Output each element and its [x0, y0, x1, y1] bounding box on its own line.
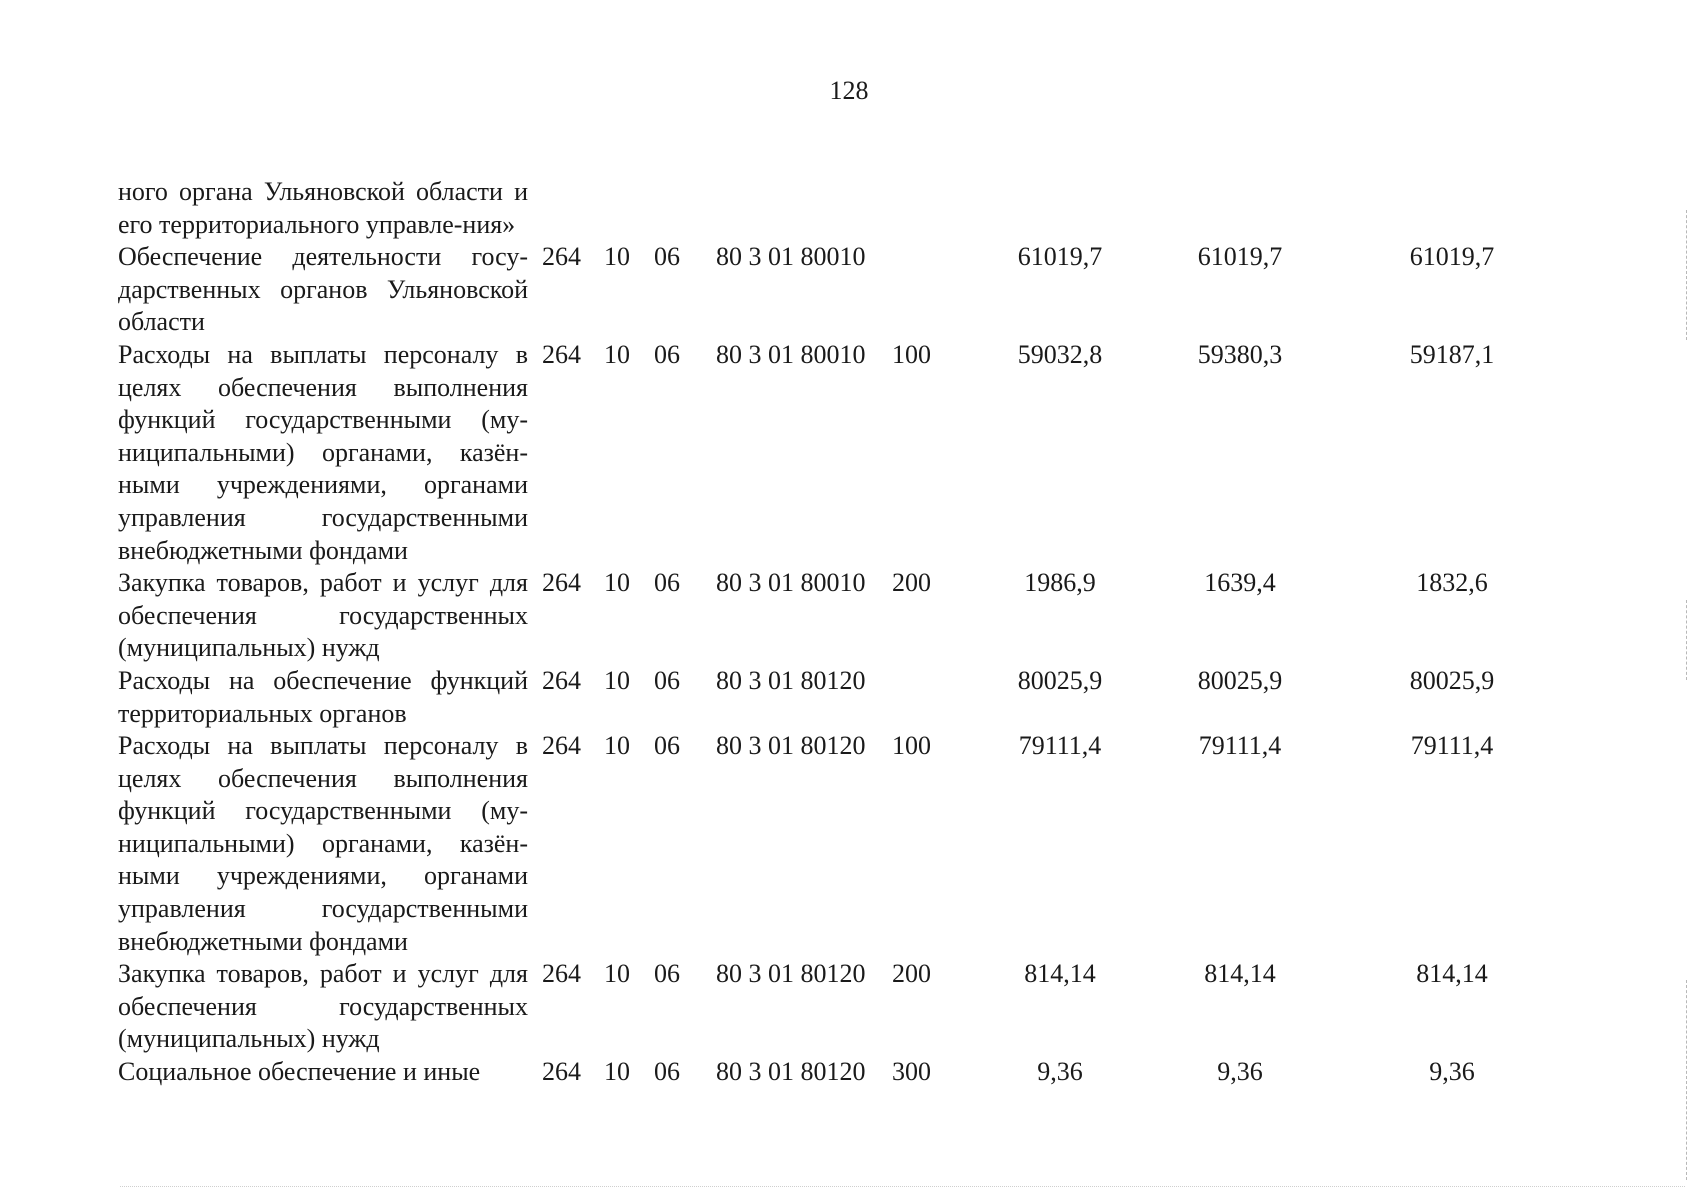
subsection-code: 06	[654, 731, 680, 761]
section-code: 10	[604, 665, 630, 695]
ministry-code: 264	[542, 731, 581, 761]
scan-edge-mark	[1686, 980, 1687, 1180]
row-name: Закупка товаров, работ и услуг для обеспечения государственных (муниципальных) нужд	[118, 568, 528, 663]
target-article-code: 80 3 01 80120	[716, 1057, 866, 1087]
ministry-code: 264	[542, 568, 581, 598]
amount-year-1	[946, 176, 1134, 241]
table-row	[118, 1056, 1558, 1089]
section-code: 10	[604, 242, 630, 272]
expense-type-code	[886, 176, 946, 241]
amount-year-2	[1134, 176, 1346, 241]
subsection-code: 06	[654, 1057, 680, 1087]
amount-year-1: 814,14	[1024, 959, 1096, 989]
expense-type-code: 200	[892, 568, 931, 598]
amount-year-1: 1986,9	[1024, 568, 1096, 598]
ministry-code	[536, 176, 598, 241]
amount-year-3: 1832,6	[1416, 568, 1488, 598]
amount-year-3	[1346, 176, 1558, 241]
section-code: 10	[604, 959, 630, 989]
amount-year-2: 61019,7	[1197, 242, 1283, 272]
expense-type-code: 200	[892, 959, 931, 989]
subsection-code: 06	[654, 339, 680, 369]
target-article-code: 80 3 01 80120	[716, 959, 866, 989]
target-article-code: 80 3 01 80010	[716, 568, 866, 598]
page-number: 128	[829, 76, 869, 105]
row-name: Закупка товаров, работ и услуг для обеспечения государственных (муниципальных) нужд	[118, 959, 528, 1054]
subsection-code: 06	[654, 568, 680, 598]
target-article-code: 80 3 01 80120	[716, 665, 866, 695]
subsection-code: 06	[654, 959, 680, 989]
budget-table	[118, 176, 1558, 1089]
amount-year-2: 1639,4	[1204, 568, 1276, 598]
ministry-code: 264	[542, 665, 581, 695]
amount-year-2: 80025,9	[1197, 665, 1283, 695]
subsection-code: 06	[654, 242, 680, 272]
amount-year-2: 814,14	[1204, 959, 1276, 989]
target-article-code: 80 3 01 80010	[716, 339, 866, 369]
subsection-code	[648, 176, 708, 241]
table-row	[118, 176, 1558, 241]
amount-year-1: 61019,7	[1017, 242, 1103, 272]
table-row	[118, 241, 1558, 339]
amount-year-1: 59032,8	[1017, 339, 1103, 369]
section-code: 10	[604, 568, 630, 598]
table-row	[118, 339, 1558, 567]
amount-year-3: 59187,1	[1409, 339, 1495, 369]
expense-type-code	[886, 665, 946, 730]
amount-year-1: 9,36	[1037, 1057, 1083, 1087]
ministry-code: 264	[542, 1057, 581, 1087]
scan-edge-mark	[1686, 600, 1687, 680]
expense-type-code: 100	[892, 731, 931, 761]
amount-year-2: 59380,3	[1197, 339, 1283, 369]
row-name: Расходы на обеспечение функций территориальных органов	[118, 665, 528, 728]
table-row	[118, 567, 1558, 665]
ministry-code: 264	[542, 959, 581, 989]
section-code	[598, 176, 648, 241]
table-row	[118, 730, 1558, 958]
scan-bottom-mark	[120, 1186, 1685, 1187]
ministry-code: 264	[542, 242, 581, 272]
amount-year-1: 80025,9	[1017, 665, 1103, 695]
amount-year-3: 79111,4	[1410, 731, 1494, 761]
section-code: 10	[604, 731, 630, 761]
subsection-code: 06	[654, 665, 680, 695]
amount-year-2: 9,36	[1217, 1057, 1263, 1087]
row-name: Расходы на выплаты персоналу в целях обеспечения выполнения функций государственными (му-ниципальными) органами, казён-ными учреждениями, органами управления государственными внебюджетными фондами	[118, 731, 528, 956]
target-article-code	[708, 176, 886, 241]
amount-year-2: 79111,4	[1198, 731, 1282, 761]
row-name: Расходы на выплаты персоналу в целях обеспечения выполнения функций государственными (му-ниципальными) органами, казён-ными учреждениями, органами управления государственными внебюджетными фондами	[118, 339, 528, 565]
table-row	[118, 665, 1558, 730]
target-article-code: 80 3 01 80120	[716, 731, 866, 761]
ministry-code: 264	[542, 339, 581, 369]
amount-year-3: 9,36	[1429, 1057, 1475, 1087]
amount-year-3: 80025,9	[1409, 665, 1495, 695]
section-code: 10	[604, 1057, 630, 1087]
row-name: Социальное обеспечение и иные	[118, 1057, 481, 1087]
section-code: 10	[604, 339, 630, 369]
expense-type-code: 100	[892, 339, 931, 369]
scan-edge-mark	[1686, 210, 1687, 340]
target-article-code: 80 3 01 80010	[716, 242, 866, 272]
row-name: Обеспечение деятельности госу-дарственных органов Ульяновской области	[118, 242, 528, 337]
expense-type-code: 300	[892, 1057, 931, 1087]
amount-year-3: 814,14	[1416, 959, 1488, 989]
amount-year-1: 79111,4	[1018, 731, 1102, 761]
row-name: ного органа Ульяновской области и его территориального управле-ния»	[118, 177, 528, 239]
expense-type-code	[886, 241, 946, 339]
amount-year-3: 61019,7	[1409, 242, 1495, 272]
budget-table-body	[118, 176, 1558, 1089]
table-row	[118, 958, 1558, 1056]
